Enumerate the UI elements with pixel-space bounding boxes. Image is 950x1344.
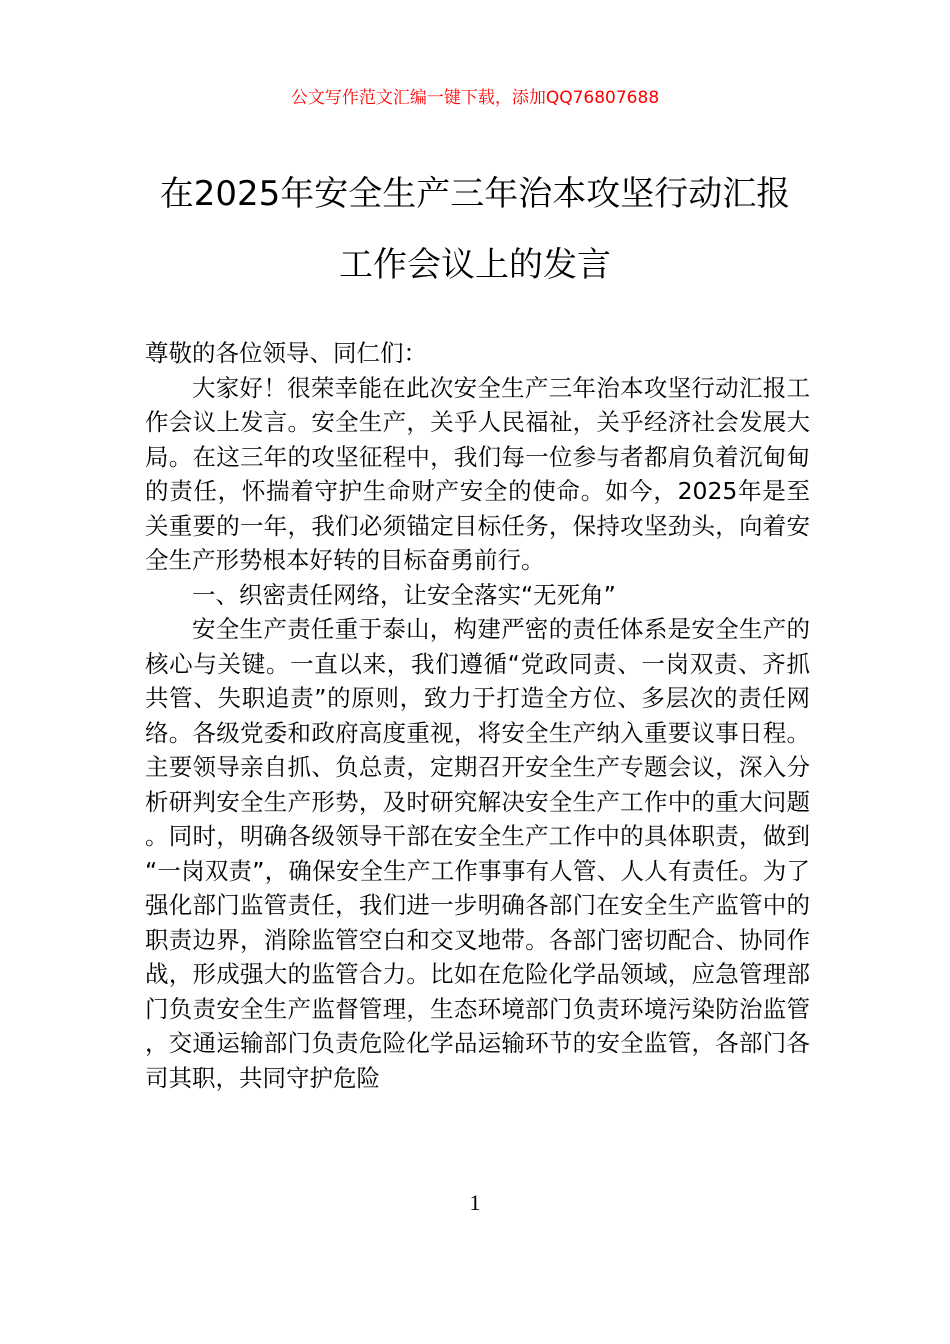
promo-banner: 公文写作范文汇编一键下载，添加QQ76807688 bbox=[290, 88, 660, 108]
document-title-line-1: 在2025年安全生产三年治本攻坚行动汇报 bbox=[159, 174, 791, 214]
page-number: 1 bbox=[469, 1190, 481, 1215]
document-title-line-2: 工作会议上的发言 bbox=[339, 245, 611, 285]
document-body bbox=[145, 336, 810, 1095]
salutation: 尊敬的各位领导、同仁们： bbox=[145, 339, 427, 367]
section-heading-1: 一、织密责任网络，让安全落实“无死角” bbox=[192, 580, 616, 609]
paragraph-responsibility: 安全生产责任重于泰山，构建严密的责任体系是安全生产的核心与关键。一直以来，我们遵循“党政同责、一岗双责、齐抓共管、失职追责”的原则，致力于打造全方位、多层次的责任网络。各级党委和政府高度重视，将安全生产纳入重要议事日程。主要领导亲自抓、负总责，定期召开安全生产专题会议，深入分析研判安全生产形势，及时研究解决安全生产工作中的重大问题。同时，明确各级领导干部在安全生产工作中的具体职责，做到“一岗双责”，确保安全生产工作事事有人管、人人有责任。为了强化部门监管责任，我们进一步明确各部门在安全生产监管中的职责边界，消除监管空白和交叉地带。各部门密切配合、协同作战，形成强大的监管合力。比如在危险化学品领域，应急管理部门负责安全生产监督管理，生态环境部门负责环境污染防治监管，交通运输部门负责危险化学品运输环节的安全监管，各部门各司其职，共同守护危险 bbox=[145, 615, 810, 1092]
paragraph-intro: 大家好！很荣幸能在此次安全生产三年治本攻坚行动汇报工作会议上发言。安全生产，关乎人民福祉，关乎经济社会发展大局。在这三年的攻坚征程中，我们每一位参与者都肩负着沉甸甸的责任，怀揣着守护生命财产安全的使命。如今，2025年是至关重要的一年，我们必须锚定目标任务，保持攻坚劲头，向着安全生产形势根本好转的目标奋勇前行。 bbox=[145, 373, 810, 574]
